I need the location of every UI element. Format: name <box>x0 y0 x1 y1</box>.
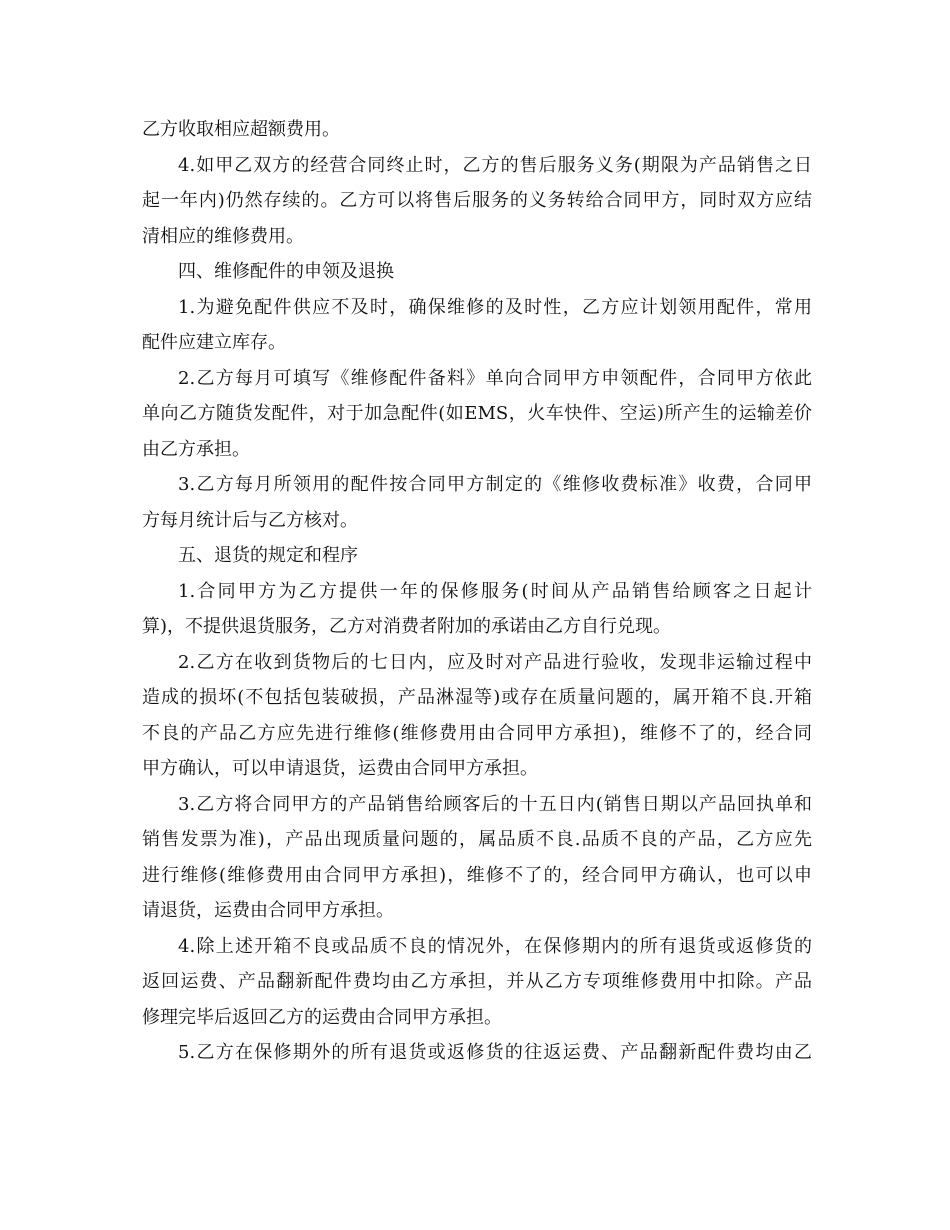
document-line: 5.乙方在保修期外的所有退货或返修货的往返运费、产品翻新配件费均由乙 <box>178 1042 812 1063</box>
document-line: 4.除上述开箱不良或品质不良的情况外，在保修期内的所有退货或返修货的 <box>178 935 812 957</box>
document-line: 配件应建立库存。 <box>142 332 286 353</box>
document-line: 返回运费、产品翻新配件费均由乙方承担，并从乙方专项维修费用中扣除。产品 <box>142 971 812 992</box>
document-line: 甲方确认，可以申请退货，运费由合同甲方承担。 <box>142 758 538 779</box>
document-line: 进行维修(维修费用由合同甲方承担)，维修不了的，经合同甲方确认，也可以申 <box>142 864 812 886</box>
document-line: 乙方收取相应超额费用。 <box>142 119 340 140</box>
document-line: 由乙方承担。 <box>142 438 250 460</box>
document-line: 请退货，运费由合同甲方承担。 <box>142 900 394 921</box>
document-line: 4.如甲乙双方的经营合同终止时，乙方的售后服务义务(期限为产品销售之日 <box>178 154 812 176</box>
document-line: 2.乙方在收到货物后的七日内，应及时对产品进行验收，发现非运输过程中 <box>178 651 812 673</box>
document-line: 修理完毕后返回乙方的运费由合同甲方承担。 <box>142 1006 502 1028</box>
document-line: 清相应的维修费用。 <box>142 225 304 247</box>
document-line: 方每月统计后与乙方核对。 <box>142 509 358 531</box>
document-line: 不良的产品乙方应先进行维修(维修费用由合同甲方承担)，维修不了的，经合同 <box>142 722 812 744</box>
document-line: 销售发票为准)，产品出现质量问题的，属品质不良.品质不良的产品，乙方应先 <box>142 829 812 850</box>
document-line: 1.为避免配件供应不及时，确保维修的及时性，乙方应计划领用配件，常用 <box>178 296 812 318</box>
document-line: 算)，不提供退货服务，乙方对消费者附加的承诺由乙方自行兑现。 <box>142 616 672 637</box>
document-page <box>142 112 812 1071</box>
document-line: 五、退货的规定和程序 <box>178 545 358 566</box>
document-line: 造成的损坏(不包括包装破损，产品淋湿等)或存在质量问题的，属开箱不良.开箱 <box>142 687 812 708</box>
document-line: 3.乙方每月所领用的配件按合同甲方制定的《维修收费标准》收费，合同甲 <box>178 474 812 495</box>
document-line: 3.乙方将合同甲方的产品销售给顾客后的十五日内(销售日期以产品回执单和 <box>178 793 812 815</box>
document-line: 起一年内)仍然存续的。乙方可以将售后服务的义务转给合同甲方，同时双方应结 <box>142 190 812 211</box>
document-line: 1.合同甲方为乙方提供一年的保修服务(时间从产品销售给顾客之日起计 <box>178 580 812 602</box>
document-line: 四、维修配件的申领及退换 <box>178 261 394 282</box>
document-line: 单向乙方随货发配件，对于加急配件(如EMS，火车快件、空运)所产生的运输差价 <box>142 403 812 424</box>
document-line: 2.乙方每月可填写《维修配件备料》单向合同甲方申领配件，合同甲方依此 <box>178 367 812 389</box>
